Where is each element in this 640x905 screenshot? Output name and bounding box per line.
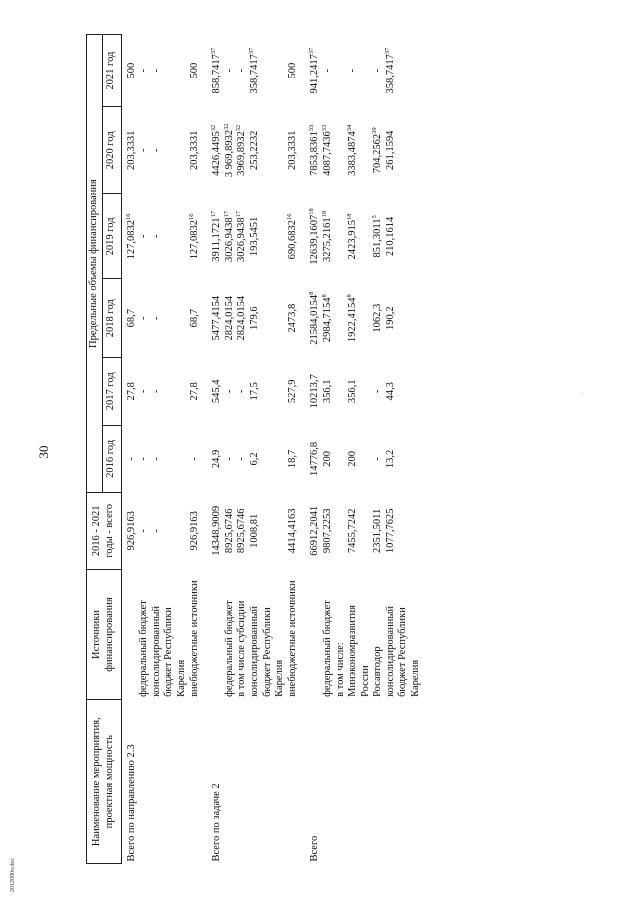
table-row <box>385 35 423 864</box>
cell-value <box>151 425 189 493</box>
cell-value <box>121 194 138 279</box>
header-year: 2021 год <box>102 35 121 107</box>
cell-number: - <box>347 68 359 73</box>
cell-value <box>236 279 249 358</box>
row-source: консолидированный бюджет Республики Карелия <box>384 605 422 697</box>
cell-value <box>201 107 224 194</box>
cell-value <box>385 107 423 194</box>
cell-value <box>249 107 287 194</box>
cell-number: - <box>150 68 162 73</box>
table-row <box>151 35 189 864</box>
cell-footnote: 18 <box>308 208 316 215</box>
cell-number: - <box>150 148 162 153</box>
cell-number: 13,2 <box>384 449 396 469</box>
cell-value <box>151 279 189 358</box>
cell-value <box>299 279 322 358</box>
header-group: Предельные объемы финансирования <box>87 35 103 493</box>
table-row <box>138 35 151 864</box>
cell-value <box>299 35 322 107</box>
cell-value <box>151 357 189 425</box>
row-name <box>189 700 202 864</box>
cell-value <box>201 35 224 107</box>
cell-value <box>322 279 335 358</box>
cell-value <box>224 107 237 194</box>
cell-value <box>236 107 249 194</box>
cell-value <box>121 279 138 358</box>
cell-value <box>385 279 423 358</box>
cell-number: 253,2232 <box>248 130 260 170</box>
cell-number: 12639,1607 <box>309 214 321 265</box>
cell-footnote: 37 <box>308 47 316 55</box>
cell-value <box>287 35 300 107</box>
cell-number: - <box>188 457 200 461</box>
cell-value <box>372 279 385 358</box>
cell-number: 500 <box>286 62 298 79</box>
cell-value <box>138 357 151 425</box>
row-total: - <box>150 529 162 533</box>
table-row <box>201 35 224 864</box>
row-total: 66912,2041 <box>309 505 321 556</box>
cell-number: 203,3331 <box>125 130 137 170</box>
cell-number: 18,7 <box>286 449 298 469</box>
cell-number: - <box>138 148 150 153</box>
cell-value <box>372 425 385 493</box>
cell-value <box>236 425 249 493</box>
cell-footnote: 39 <box>371 127 379 134</box>
cell-number: - <box>223 457 235 461</box>
row-source: федеральный бюджет <box>321 600 333 697</box>
cell-number: 5477,4154 <box>211 295 223 341</box>
cell-value <box>335 279 348 358</box>
cell-value <box>189 35 202 107</box>
row-source: федеральный бюджет <box>223 600 235 697</box>
row-name <box>236 700 249 864</box>
cell-value <box>299 425 322 493</box>
cell-number: 68,7 <box>188 309 200 328</box>
cell-number: 203,3331 <box>286 130 298 170</box>
cell-value <box>347 107 372 194</box>
cell-value <box>249 35 287 107</box>
table-row <box>299 35 322 864</box>
header-year: 2017 год <box>102 357 121 425</box>
table-row <box>121 35 138 864</box>
cell-number: 527,9 <box>286 379 298 404</box>
cell-number: - <box>138 316 150 320</box>
row-total: 8925,6746 <box>223 508 235 554</box>
header-year: 2018 год <box>102 279 121 358</box>
cell-value <box>121 357 138 425</box>
cell-value <box>335 194 348 279</box>
cell-number: 4426,4495 <box>211 131 223 176</box>
cell-value <box>385 425 423 493</box>
cell-number: 2824,0154 <box>223 295 235 341</box>
cell-number: 356,1 <box>347 379 359 404</box>
cell-value <box>249 279 287 358</box>
cell-number: - <box>236 68 248 73</box>
cell-value <box>322 35 335 107</box>
cell-value <box>299 107 322 194</box>
row-name <box>347 700 372 864</box>
cell-value <box>287 107 300 194</box>
header-year: 2019 год <box>102 194 121 279</box>
cell-number: 3911,1721 <box>211 217 223 262</box>
cell-footnote: 32 <box>210 124 218 132</box>
cell-value <box>347 35 372 107</box>
financing-table <box>86 34 423 864</box>
cell-number: 3969,8932 <box>236 131 248 176</box>
row-total: - <box>138 529 150 533</box>
cell-number: - <box>125 457 137 461</box>
cell-value <box>138 35 151 107</box>
cell-number: 1922,4154 <box>347 297 359 343</box>
cell-number: 704,2562 <box>372 133 384 174</box>
table-row <box>249 35 287 864</box>
table-row <box>322 35 335 864</box>
row-source: Росавтодор <box>372 646 384 697</box>
cell-footnote: 32 <box>222 123 230 130</box>
cell-value <box>385 357 423 425</box>
cell-value <box>201 357 224 425</box>
table-row <box>236 35 249 864</box>
cell-value <box>372 194 385 279</box>
cell-number: 10213,7 <box>309 374 321 409</box>
cell-number: 127,0832 <box>125 219 137 260</box>
row-name <box>335 700 348 864</box>
row-name <box>322 700 335 864</box>
cell-number: 17,5 <box>248 382 260 401</box>
cell-value <box>347 279 372 358</box>
cell-value <box>151 35 189 107</box>
cell-number: 44,3 <box>384 382 396 401</box>
row-name: Всего по направлению 2.3 <box>125 744 137 862</box>
cell-footnote: 18 <box>346 213 354 220</box>
cell-number: 68,7 <box>125 309 137 328</box>
cell-number: - <box>223 389 235 394</box>
cell-value <box>287 357 300 425</box>
cell-number: - <box>372 389 384 394</box>
cell-value <box>287 279 300 358</box>
row-source: внебюджетные источники <box>286 580 298 697</box>
cell-number: - <box>236 389 248 394</box>
cell-number: 851,3011 <box>372 218 384 258</box>
cell-number: 190,2 <box>384 306 396 331</box>
table-row <box>287 35 300 864</box>
cell-value <box>335 107 348 194</box>
cell-number: - <box>223 68 235 73</box>
cell-number: 210,1614 <box>384 216 396 257</box>
cell-value <box>201 425 224 493</box>
cell-number: 27,8 <box>125 382 137 401</box>
cell-number: 3026,9438 <box>236 217 248 262</box>
cell-number: - <box>372 457 384 461</box>
table-row <box>347 35 372 864</box>
cell-footnote: 16 <box>124 213 132 220</box>
cell-number: 200 <box>347 451 359 467</box>
header-name: Наименование мероприятия, проектная мощность <box>87 700 122 864</box>
cell-number: 2824,0154 <box>236 295 248 341</box>
cell-number: 3275,2161 <box>321 217 333 262</box>
row-name <box>224 700 237 864</box>
cell-footnote: 32 <box>235 124 243 132</box>
financing-table-frame <box>86 34 616 864</box>
cell-number: 941,2417 <box>309 54 321 94</box>
cell-number: 27,8 <box>188 382 200 401</box>
header-source: Источники финансирования <box>87 569 122 700</box>
row-name <box>249 700 287 864</box>
row-total: 7455,7242 <box>347 508 359 554</box>
cell-value <box>138 425 151 493</box>
row-source: консолидированный бюджет Республики Карелия <box>248 605 286 697</box>
cell-value <box>347 425 372 493</box>
row-name <box>138 700 151 864</box>
cell-number: 3383,4874 <box>347 131 359 176</box>
cell-value <box>372 107 385 194</box>
cell-number: - <box>150 234 162 239</box>
cell-number: 4087,7436 <box>321 131 333 176</box>
cell-value <box>372 35 385 107</box>
cell-number: 3026,9438 <box>223 217 235 262</box>
cell-value <box>236 194 249 279</box>
cell-value <box>224 357 237 425</box>
cell-value <box>385 194 423 279</box>
row-name: Всего <box>309 835 321 862</box>
cell-value <box>335 357 348 425</box>
cell-number: 179,6 <box>248 306 260 331</box>
cell-number: 193,5451 <box>248 216 260 257</box>
cell-number: 2423,915 <box>347 219 359 260</box>
row-total: 1008,81 <box>248 513 260 548</box>
cell-value <box>322 194 335 279</box>
cell-value <box>347 194 372 279</box>
cell-value <box>121 107 138 194</box>
row-source <box>299 569 322 700</box>
cell-value <box>249 425 287 493</box>
cell-number: 14776,8 <box>309 441 321 476</box>
cell-number: 6,2 <box>248 452 260 466</box>
cell-value <box>224 35 237 107</box>
cell-number: 7853,8361 <box>309 131 321 176</box>
cell-value <box>189 107 202 194</box>
row-source: консолидированный бюджет Республики Карелия <box>150 605 187 697</box>
row-total <box>335 493 348 569</box>
cell-number: - <box>372 68 384 73</box>
cell-number: - <box>138 68 150 73</box>
cell-number: - <box>321 68 333 73</box>
cell-value <box>335 35 348 107</box>
row-name <box>287 700 300 864</box>
cell-number: 545,4 <box>211 379 223 404</box>
cell-value <box>299 357 322 425</box>
row-total: 1077,7625 <box>384 508 396 554</box>
cell-footnote: 34 <box>346 124 354 132</box>
cell-footnote: 8 <box>308 291 316 295</box>
cell-value <box>121 35 138 107</box>
cell-number: 858,7417 <box>211 54 223 94</box>
cell-number: 200 <box>321 451 333 467</box>
cell-value <box>138 194 151 279</box>
row-source: внебюджетные источники <box>188 580 200 697</box>
cell-value <box>189 357 202 425</box>
cell-footnote: 16 <box>187 213 195 220</box>
row-source: в том числе: <box>334 642 346 697</box>
cell-value <box>224 194 237 279</box>
cell-number: 500 <box>125 62 137 79</box>
cell-value <box>249 357 287 425</box>
header-year: 2020 год <box>102 107 121 194</box>
row-name: Всего по задаче 2 <box>211 783 223 862</box>
cell-number: 356,1 <box>321 379 333 404</box>
cell-value <box>121 425 138 493</box>
cell-value <box>151 194 189 279</box>
cell-number: 2473,8 <box>286 303 298 333</box>
cell-number: 358,7417 <box>248 54 260 94</box>
cell-footnote: 16 <box>285 213 293 220</box>
header-total: 2016 - 2021 годы - всего <box>87 493 122 569</box>
cell-number: 261,1594 <box>384 130 396 170</box>
cell-footnote: 17 <box>235 210 243 218</box>
cell-footnote: 33 <box>308 124 316 132</box>
cell-number: - <box>150 316 162 320</box>
row-total: 2351,5011 <box>372 508 384 553</box>
cell-number: - <box>138 234 150 239</box>
row-total: 926,9163 <box>188 511 200 551</box>
table-body <box>121 35 423 864</box>
cell-value <box>385 35 423 107</box>
row-total: 4414,4163 <box>286 508 298 554</box>
cell-value <box>347 357 372 425</box>
cell-number: - <box>150 457 162 461</box>
table-row <box>224 35 237 864</box>
cell-footnote: 8 <box>320 294 328 298</box>
cell-value <box>189 279 202 358</box>
cell-number: - <box>150 389 162 394</box>
row-total: 926,9163 <box>125 511 137 551</box>
cell-number: 203,3331 <box>188 130 200 170</box>
row-source: Минэкономразвития России <box>347 605 371 697</box>
cell-value <box>201 194 224 279</box>
page-number: 30 <box>36 445 51 459</box>
cell-number: 21584,0154 <box>309 294 321 345</box>
cell-footnote: 5 <box>371 215 379 219</box>
row-total: 9807,2253 <box>321 508 333 554</box>
cell-value <box>322 107 335 194</box>
cell-number: 690,6832 <box>286 219 298 260</box>
cell-number: - <box>138 457 150 461</box>
cell-footnote: 17 <box>222 210 230 218</box>
cell-footnote: 37 <box>210 47 218 55</box>
row-name <box>151 700 189 864</box>
cell-value <box>287 425 300 493</box>
cell-value <box>322 357 335 425</box>
cell-number: 500 <box>188 62 200 79</box>
cell-value <box>151 107 189 194</box>
cell-number: 24,9 <box>211 449 223 469</box>
row-name <box>372 700 385 864</box>
cell-number: 3 969,8932 <box>223 129 235 178</box>
cell-value <box>201 279 224 358</box>
cell-number: 1062,3 <box>372 303 384 333</box>
cell-value <box>372 357 385 425</box>
footer-filename: 2012090о.doc <box>10 857 16 892</box>
row-source: в том числе субсидии <box>236 600 248 697</box>
row-source <box>121 569 138 700</box>
cell-footnote: 37 <box>383 47 391 55</box>
header-year: 2016 год <box>102 425 121 493</box>
cell-number: 358,7417 <box>384 54 396 94</box>
row-source: федеральный бюджет <box>138 600 150 697</box>
cell-value <box>299 194 322 279</box>
cell-number: 127,0832 <box>188 219 200 260</box>
row-total: 14348,9009 <box>211 505 223 556</box>
cell-value <box>236 35 249 107</box>
table-row <box>189 35 202 864</box>
cell-number: - <box>236 457 248 461</box>
row-name <box>385 700 423 864</box>
cell-footnote: 8 <box>346 294 354 298</box>
cell-value <box>236 357 249 425</box>
row-source <box>201 569 224 700</box>
financing-table-rotated <box>86 34 616 864</box>
cell-value <box>249 194 287 279</box>
speck-mark-icon: · <box>580 390 583 399</box>
cell-footnote: 18 <box>320 210 328 218</box>
row-total: 8925,6746 <box>236 508 248 554</box>
cell-footnote: 33 <box>320 124 328 132</box>
cell-number: 2984,7154 <box>321 297 333 343</box>
cell-footnote: 37 <box>247 47 255 55</box>
cell-value <box>224 425 237 493</box>
cell-value <box>224 279 237 358</box>
cell-footnote: 17 <box>210 211 218 218</box>
cell-value <box>335 425 348 493</box>
cell-value <box>189 194 202 279</box>
cell-number: - <box>138 389 150 394</box>
cell-value <box>322 425 335 493</box>
cell-value <box>189 425 202 493</box>
table-row <box>372 35 385 864</box>
cell-value <box>287 194 300 279</box>
table-row <box>335 35 348 864</box>
cell-value <box>138 107 151 194</box>
cell-value <box>138 279 151 358</box>
